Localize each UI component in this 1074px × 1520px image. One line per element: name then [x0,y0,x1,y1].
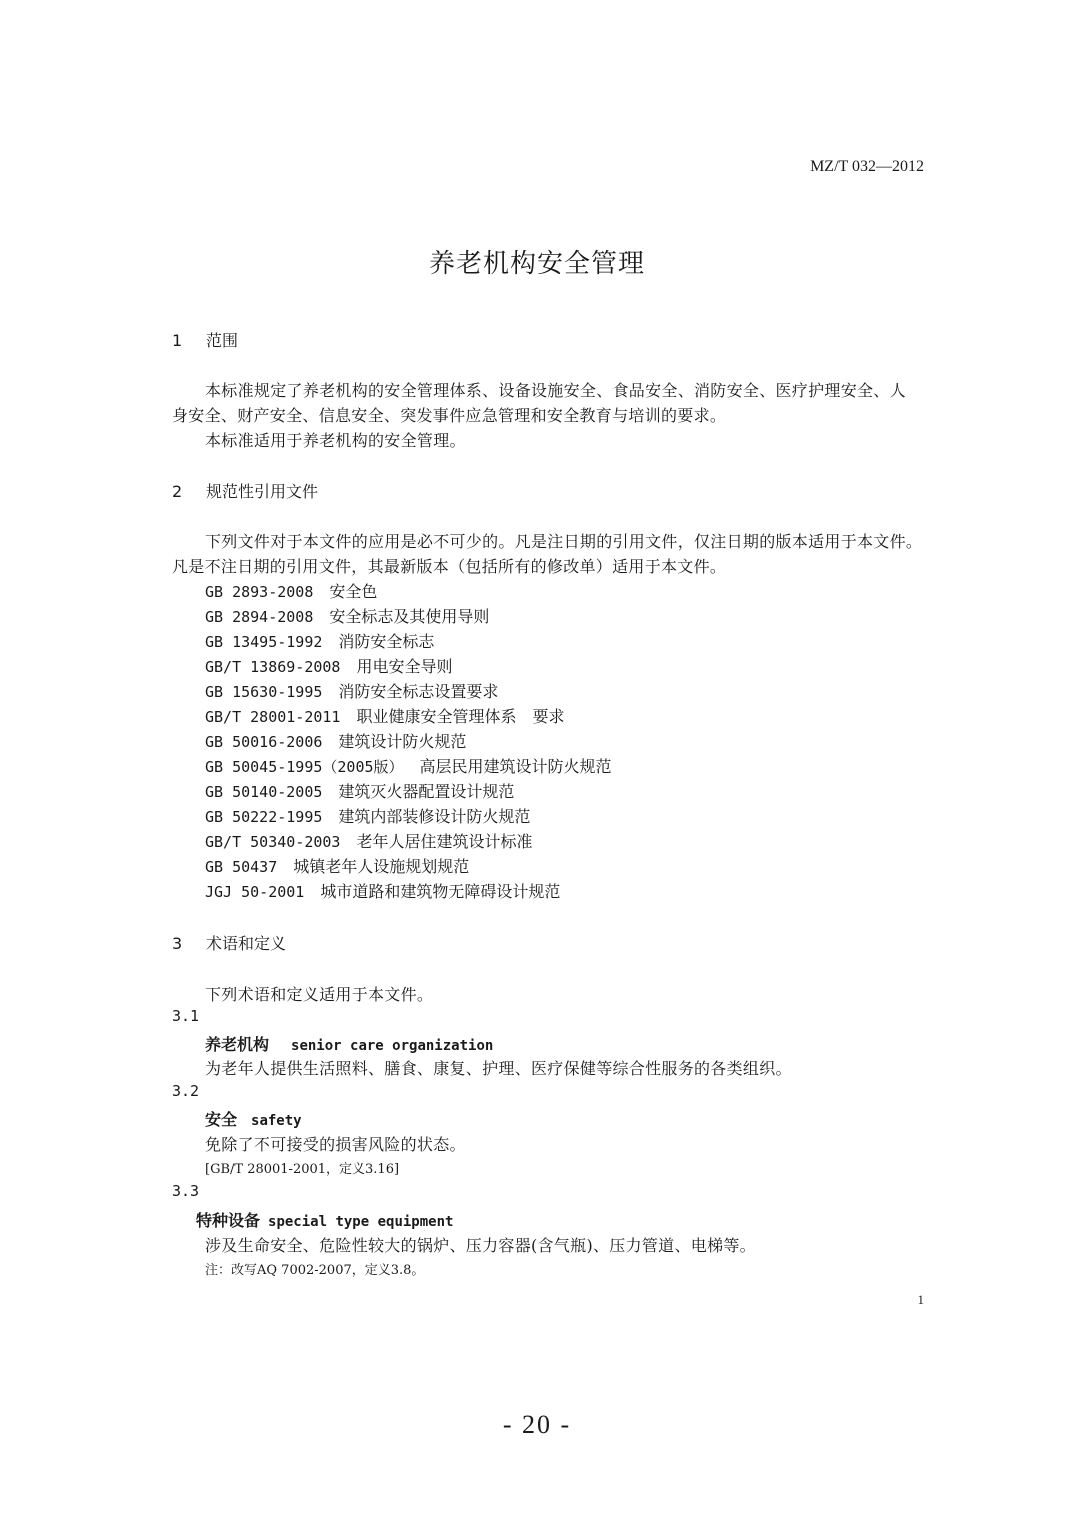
reference-item [205,654,452,677]
reference-item [205,879,560,902]
reference-code: GB 50140-2005 [205,783,323,801]
term-definition: 免除了不可接受的损害风险的状态。 [205,1135,466,1154]
reference-item [205,679,498,702]
term-heading [196,1208,453,1231]
term-number: 3.2 [172,1082,200,1100]
scope-paragraph-line-1: 本标准规定了养老机构的安全管理体系、设备设施安全、食品安全、消防安全、医疗护理安全、人 [205,381,906,400]
reference-code: JGJ 50-2001 [205,883,305,901]
section-3-heading [172,931,286,954]
standard-number: MZ/T 032—2012 [810,158,924,175]
term-number: 3.3 [172,1182,200,1200]
reference-item [205,754,612,777]
term-definition: 为老年人提供生活照料、膳食、康复、护理、医疗保健等综合性服务的各类组织。 [205,1059,792,1078]
reference-code: GB 50045-1995（2005版） [205,758,404,776]
reference-name: 安全标志及其使用导则 [329,607,490,626]
reference-item [205,704,564,727]
section-title: 术语和定义 [206,934,287,953]
reference-item [205,729,466,752]
reference-code: GB 50437 [205,858,278,876]
reference-code: GB/T 28001-2011 [205,708,341,726]
section-title: 范围 [206,331,239,350]
references-intro-line-2: 凡是不注日期的引用文件，其最新版本（包括所有的修改单）适用于本文件。 [172,557,727,576]
reference-code: GB 50222-1995 [205,808,323,826]
terms-intro: 下列术语和定义适用于本文件。 [205,985,434,1004]
reference-name: 用电安全导则 [356,657,453,676]
reference-code: GB/T 50340-2003 [205,833,341,851]
reference-name: 职业健康安全管理体系 要求 [356,707,565,726]
term-heading [205,1032,493,1055]
reference-item [205,629,434,652]
scope-paragraph-2: 本标准适用于养老机构的安全管理。 [205,431,466,450]
reference-item [205,829,532,852]
reference-name: 高层民用建筑设计防火规范 [419,757,612,776]
term-definition: 涉及生命安全、危险性较大的锅炉、压力容器(含气瓶)、压力管道、电梯等。 [205,1236,756,1255]
reference-name: 消防安全标志设置要求 [338,682,499,701]
reference-code: GB 2894-2008 [205,608,314,626]
term-chinese: 特种设备 [196,1211,261,1230]
reference-name: 老年人居住建筑设计标准 [356,832,533,851]
term-number: 3.1 [172,1007,200,1025]
section-1-heading [172,328,238,351]
reference-code: GB/T 13869-2008 [205,658,341,676]
section-number: 3 [172,934,183,953]
section-title: 规范性引用文件 [206,482,319,501]
term-chinese: 安全 [205,1110,238,1129]
reference-name: 消防安全标志 [338,632,435,651]
reference-item [205,854,469,877]
scope-paragraph-line-2: 身安全、财产安全、信息安全、突发事件应急管理和安全教育与培训的要求。 [172,406,727,425]
reference-name: 建筑设计防火规范 [338,732,467,751]
section-2-heading [172,479,318,502]
term-chinese: 养老机构 [205,1035,270,1054]
reference-item [205,604,489,627]
reference-code: GB 2893-2008 [205,583,314,601]
reference-code: GB 13495-1992 [205,633,323,651]
page-number: 1 [917,1292,924,1307]
reference-name: 城市道路和建筑物无障碍设计规范 [320,882,561,901]
document-title: 养老机构安全管理 [428,249,645,279]
reference-item [205,804,530,827]
reference-item [205,779,514,802]
term-source-note: [GB/T 28001-2001，定义3.16] [205,1162,400,1177]
reference-name: 建筑灭火器配置设计规范 [338,782,515,801]
term-source-note: 注：改写AQ 7002-2007，定义3.8。 [205,1263,425,1278]
term-heading [205,1107,302,1130]
section-number: 2 [172,482,183,501]
reference-name: 建筑内部装修设计防火规范 [338,807,531,826]
reference-item [205,579,377,602]
references-intro-line-1: 下列文件对于本文件的应用是必不可少的。凡是注日期的引用文件，仅注日期的版本适用于本文件。 [205,532,923,551]
reference-code: GB 15630-1995 [205,683,323,701]
footer-page-number: - 20 - [502,1410,572,1439]
term-english: senior care organization [291,1038,494,1054]
reference-code: GB 50016-2006 [205,733,323,751]
term-english: safety [251,1113,302,1129]
reference-name: 城镇老年人设施规划规范 [293,857,470,876]
reference-name: 安全色 [329,582,378,601]
term-english: special type equipment [268,1214,454,1230]
section-number: 1 [172,331,183,350]
